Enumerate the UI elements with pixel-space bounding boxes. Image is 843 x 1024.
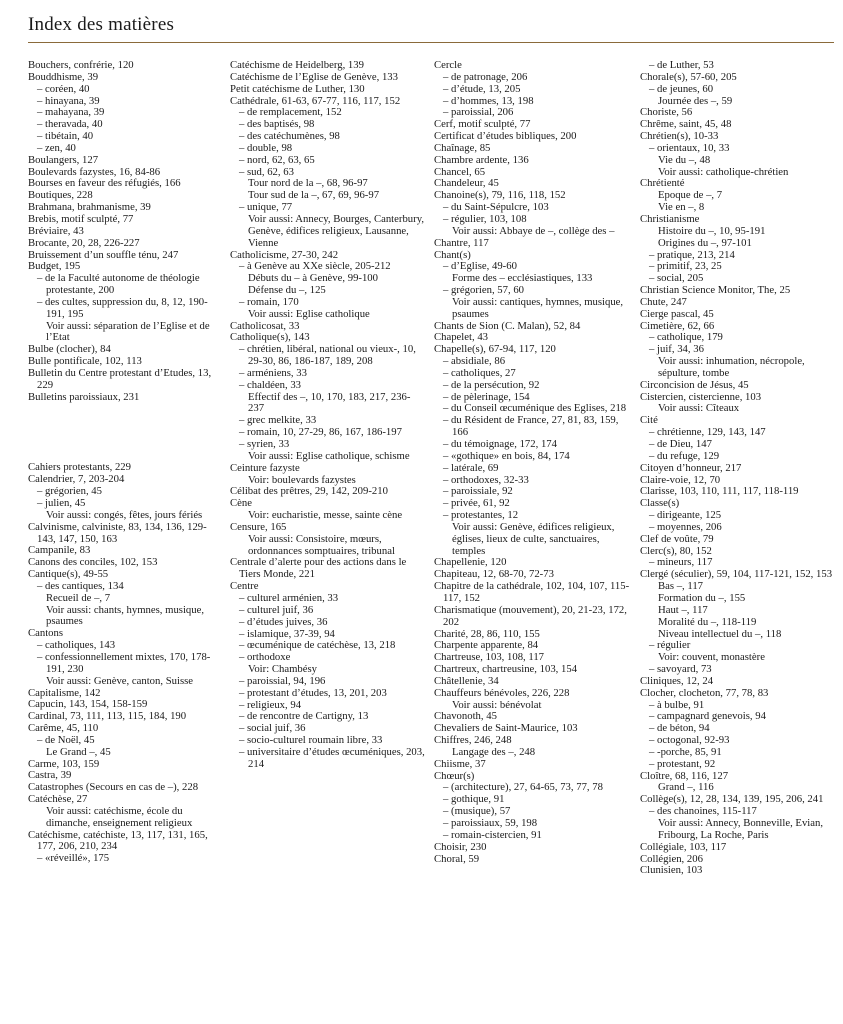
index-entry: – juif, 34, 36 xyxy=(649,343,704,356)
index-entry: Bulle pontificale, 102, 113 xyxy=(28,355,142,368)
index-entry: – grégorien, 45 xyxy=(37,485,102,498)
index-entry: Christianisme xyxy=(640,212,700,225)
index-entry: – mineurs, 117 xyxy=(649,556,713,569)
index-entry: Bas –, 117 xyxy=(658,580,704,593)
index-entry: Chanoine(s), 79, 116, 118, 152 xyxy=(434,189,566,202)
index-entry: – nord, 62, 63, 65 xyxy=(239,153,315,166)
index-entry: Catéchisme, catéchiste, 13, 117, 131, 165, 177, 206, 210, 234 xyxy=(28,828,208,853)
index-entry: – des cantiques, 134 xyxy=(37,579,124,592)
index-entry: Cloître, 68, 116, 127 xyxy=(640,769,729,782)
index-entry: – de Luther, 53 xyxy=(649,59,714,71)
index-entry: – hinayana, 39 xyxy=(37,94,100,107)
index-entry: Voir aussi: séparation de l’Eglise et de l’Etat xyxy=(46,319,210,344)
index-entry: – des catéchumènes, 98 xyxy=(239,130,340,143)
index-entry: Cercle xyxy=(434,59,462,71)
index-entry: Cliniques, 12, 24 xyxy=(640,674,714,687)
index-entry: Campanile, 83 xyxy=(28,544,91,557)
index-entry: Voir aussi: Eglise catholique, schisme xyxy=(248,449,410,462)
index-entry: Journée des –, 59 xyxy=(658,94,733,107)
index-entry: Voir aussi: catholique-chrétien xyxy=(658,165,789,178)
index-entry: – catholiques, 143 xyxy=(37,639,116,652)
index-entry: – romain, 170 xyxy=(239,295,299,308)
index-entry: – culturel juif, 36 xyxy=(239,603,314,616)
index-entry: Chant(s) xyxy=(434,248,471,261)
index-entry: Bulbe (clocher), 84 xyxy=(28,343,111,356)
section-gap xyxy=(28,403,224,462)
index-entry: Voir: eucharistie, messe, sainte cène xyxy=(248,509,403,522)
index-entry: Centre xyxy=(230,580,259,593)
index-entry: Chants de Sion (C. Malan), 52, 84 xyxy=(434,319,581,332)
index-entry: – de Dieu, 147 xyxy=(649,438,712,450)
index-entry: Catéchèse, 27 xyxy=(28,793,88,806)
index-entry: Vie du –, 48 xyxy=(658,153,711,166)
index-entry: – unique, 77 xyxy=(239,201,293,214)
page-title: Index des matières xyxy=(28,14,175,35)
index-entry: Chancel, 65 xyxy=(434,165,486,178)
index-entry: Collégiale, 103, 117 xyxy=(640,840,727,853)
index-entry: Voir aussi: bénévolat xyxy=(452,698,542,711)
index-entry: Castra, 39 xyxy=(28,769,72,782)
index-entry: – protestant d’études, 13, 201, 203 xyxy=(239,686,387,699)
index-entry: Clergé (séculier), 59, 104, 117-121, 152, 153 xyxy=(640,568,833,581)
index-column-2 xyxy=(230,60,426,771)
index-entry: – mahayana, 39 xyxy=(37,106,105,119)
index-entry: Budget, 195 xyxy=(28,260,81,273)
index-entry: Voir aussi: catéchisme, école du dimanche, enseignement religieux xyxy=(46,804,193,829)
index-entry: – œcuménique de catéchèse, 13, 218 xyxy=(239,639,396,652)
index-entry: Chauffeurs bénévoles, 226, 228 xyxy=(434,686,570,699)
index-entry: Voir aussi: congés, fêtes, jours fériés xyxy=(46,508,203,521)
index-entry: Voir: boulevards fazystes xyxy=(248,473,356,486)
index-entry: Epoque de –, 7 xyxy=(658,189,723,202)
index-entry: Carme, 103, 159 xyxy=(28,757,100,770)
index-entry: Chiisme, 37 xyxy=(434,757,486,770)
index-entry: – à Genève au XXe siècle, 205-212 xyxy=(239,260,391,273)
index-entry: – romain, 10, 27-29, 86, 167, 186-197 xyxy=(239,426,402,439)
index-entry: Capitalisme, 142 xyxy=(28,686,101,699)
index-entry: Voir aussi: Genève, édifices religieux, églises, lieux de culte, sanctuaires, temples xyxy=(452,520,615,557)
index-entry: – -porche, 85, 91 xyxy=(649,745,722,758)
index-entry: Choisir, 230 xyxy=(434,840,487,853)
index-entry: Collège(s), 12, 28, 134, 139, 195, 206, 241 xyxy=(640,793,824,806)
index-entry: – «gothique» en bois, 84, 174 xyxy=(443,449,570,462)
index-entry: Effectif des –, 10, 170, 183, 217, 236-237 xyxy=(248,390,411,415)
index-entry: Brahmana, brahmanisme, 39 xyxy=(28,201,151,214)
index-entry: Moralité du –, 118-119 xyxy=(658,615,757,628)
index-entry: – confessionnellement mixtes, 170, 178-191, 230 xyxy=(37,650,211,675)
index-entry: – de patronage, 206 xyxy=(443,70,528,83)
index-entry: Collégien, 206 xyxy=(640,852,703,865)
index-entry: Voir aussi: Genève, canton, Suisse xyxy=(46,674,194,687)
index-entry: – moyennes, 206 xyxy=(649,520,722,533)
index-entry: – paroissiale, 92 xyxy=(443,485,513,498)
index-entry: Voir: couvent, monastère xyxy=(658,651,765,664)
index-entry: Catastrophes (Secours en cas de –), 228 xyxy=(28,781,199,794)
index-entry: – syrien, 33 xyxy=(239,438,290,450)
index-entry: Cistercien, cistercienne, 103 xyxy=(640,390,762,403)
index-entry: – orthodoxe xyxy=(239,651,291,664)
index-column-4 xyxy=(640,60,836,877)
index-entry: Boutiques, 228 xyxy=(28,189,93,202)
index-entry: – islamique, 37-39, 94 xyxy=(239,627,335,640)
index-entry: – chrétien, libéral, national ou vieux-, 10, 29-30, 86, 186-187, 189, 208 xyxy=(239,343,416,368)
index-entry: Chapitre de la cathédrale, 102, 104, 107, 115-117, 152 xyxy=(434,580,630,604)
index-entry: Le Grand –, 45 xyxy=(46,745,111,758)
index-entry: Christian Science Monitor, The, 25 xyxy=(640,284,791,297)
index-entry: Voir aussi: inhumation, nécropole, sépulture, tombe xyxy=(658,355,805,379)
index-entry: – catholiques, 27 xyxy=(443,366,516,379)
index-entry: Brebis, motif sculpté, 77 xyxy=(28,212,134,225)
index-entry: – paroissial, 94, 196 xyxy=(239,674,326,687)
index-entry: Chartreux, chartreusine, 103, 154 xyxy=(434,663,578,676)
index-entry: Ceinture fazyste xyxy=(230,461,300,474)
index-entry: – theravada, 40 xyxy=(37,118,103,131)
index-entry: Voir aussi: Annecy, Bourges, Canterbury, Genève, édifices religieux, Lausanne, Vienne xyxy=(248,212,425,249)
index-entry: – grégorien, 57, 60 xyxy=(443,284,525,297)
index-entry: Tour nord de la –, 68, 96-97 xyxy=(248,177,368,190)
index-entry: Bourses en faveur des réfugiés, 166 xyxy=(28,177,181,190)
index-entry: – des chanoines, 115-117 xyxy=(649,805,757,818)
index-entry: – de pèlerinage, 154 xyxy=(443,390,530,403)
index-entry: Cathédrale, 61-63, 67-77, 116, 117, 152 xyxy=(230,94,401,107)
index-entry: Chiffres, 246, 248 xyxy=(434,734,512,747)
index-entry: Cimetière, 62, 66 xyxy=(640,319,715,332)
index-entry: – du refuge, 129 xyxy=(649,449,720,462)
index-entry: Cerf, motif sculpté, 77 xyxy=(434,118,531,131)
index-entry: Carême, 45, 110 xyxy=(28,722,99,735)
index-entry: – religieux, 94 xyxy=(239,698,302,711)
index-entry: – savoyard, 73 xyxy=(649,663,712,676)
index-entry: – protestantes, 12 xyxy=(443,509,519,522)
index-entry: – paroissial, 206 xyxy=(443,106,514,119)
index-entry: – gothique, 91 xyxy=(443,793,505,806)
index-entry: Voir aussi: cantiques, hymnes, musique, psaumes xyxy=(452,295,624,320)
index-entry: – absidiale, 86 xyxy=(443,355,506,368)
index-entry: Voir aussi: Cîteaux xyxy=(658,402,740,415)
index-entry: Chapellenie, 120 xyxy=(434,556,507,569)
index-entry: Clerc(s), 80, 152 xyxy=(640,544,712,557)
index-entry: Voir aussi: chants, hymnes, musique, psaumes xyxy=(46,603,205,628)
index-entry: – des cultes, suppression du, 8, 12, 190-191, 195 xyxy=(37,295,208,320)
index-entry: – chrétienne, 129, 143, 147 xyxy=(649,426,766,439)
index-entry: – catholique, 179 xyxy=(649,331,723,344)
index-entry: Catholicosat, 33 xyxy=(230,319,300,332)
index-entry: – du Résident de France, 27, 81, 83, 159, 166 xyxy=(443,414,619,439)
index-entry: Brocante, 20, 28, 226-227 xyxy=(28,236,140,249)
index-entry: Célibat des prêtres, 29, 142, 209-210 xyxy=(230,485,388,498)
index-entry: Cité xyxy=(640,414,658,427)
index-entry: – de la Faculté autonome de théologie protestante, 200 xyxy=(37,272,200,297)
index-entry: – romain-cistercien, 91 xyxy=(443,828,542,841)
index-entry: – dirigeante, 125 xyxy=(649,509,722,522)
index-entry: – du Conseil œcuménique des Eglises, 218 xyxy=(443,402,627,415)
index-entry: Chrême, saint, 45, 48 xyxy=(640,118,732,131)
index-entry: Défense du –, 125 xyxy=(248,284,326,297)
index-entry: Cantique(s), 49-55 xyxy=(28,568,109,581)
index-entry: Petit catéchisme de Luther, 130 xyxy=(230,82,365,95)
index-entry: Certificat d’études bibliques, 200 xyxy=(434,130,577,143)
index-entry: Boulangers, 127 xyxy=(28,153,99,166)
index-entry: Choriste, 56 xyxy=(640,106,693,119)
index-entry: Clunisien, 103 xyxy=(640,864,703,877)
index-entry: Choral, 59 xyxy=(434,852,480,865)
index-entry: Histoire du –, 10, 95-191 xyxy=(658,224,766,237)
index-entry: Boulevards fazystes, 16, 84-86 xyxy=(28,165,161,178)
index-entry: Bruissement d’un souffle ténu, 247 xyxy=(28,248,179,261)
index-entry: Châtellenie, 34 xyxy=(434,674,499,687)
index-entry: Cardinal, 73, 111, 113, 115, 184, 190 xyxy=(28,710,187,723)
index-entry: Chute, 247 xyxy=(640,295,687,308)
index-entry: Circoncision de Jésus, 45 xyxy=(640,378,749,391)
index-entry: Chapelet, 43 xyxy=(434,331,489,344)
index-entry: – orientaux, 10, 33 xyxy=(649,141,730,154)
index-entry: – social juif, 36 xyxy=(239,722,306,735)
index-entry: Forme des – ecclésiastiques, 133 xyxy=(452,272,593,285)
index-column-3 xyxy=(434,60,630,865)
index-entry: Chrétien(s), 10-33 xyxy=(640,130,719,143)
index-entry: Recueil de –, 7 xyxy=(46,591,111,604)
index-entry: – sud, 62, 63 xyxy=(239,165,294,178)
index-entry: – de béton, 94 xyxy=(649,722,710,735)
index-entry: – culturel arménien, 33 xyxy=(239,591,339,604)
index-entry: Grand –, 116 xyxy=(658,781,714,794)
index-entry: – grec melkite, 33 xyxy=(239,414,317,427)
index-entry: – zen, 40 xyxy=(37,141,76,154)
index-entry: Niveau intellectuel du –, 118 xyxy=(658,627,782,640)
index-entry: – social, 205 xyxy=(649,272,704,285)
index-entry: Classe(s) xyxy=(640,497,680,510)
index-entry: Haut –, 117 xyxy=(658,603,708,616)
index-entry: Bouddhisme, 39 xyxy=(28,70,99,83)
index-entry: Clef de voûte, 79 xyxy=(640,532,714,545)
index-entry: Citoyen d’honneur, 217 xyxy=(640,461,742,474)
index-entry: Voir aussi: Eglise catholique xyxy=(248,307,370,320)
index-entry: Débuts du – à Genève, 99-100 xyxy=(248,272,378,285)
index-entry: – socio-culturel roumain libre, 33 xyxy=(239,734,383,747)
index-entry: – régulier, 103, 108 xyxy=(443,212,527,225)
index-entry: – régulier xyxy=(649,639,691,652)
index-entry: – d’hommes, 13, 198 xyxy=(443,94,534,107)
index-entry: Chartreuse, 103, 108, 117 xyxy=(434,651,545,664)
index-entry: – privée, 61, 92 xyxy=(443,497,510,510)
index-entry: – de remplacement, 152 xyxy=(239,106,342,119)
index-entry: Cène xyxy=(230,497,252,510)
index-entry: – universitaire d’études œcuméniques, 203, 214 xyxy=(239,745,425,770)
index-entry: Voir aussi: Abbaye de –, collège des – xyxy=(452,224,615,237)
index-entry: Chevaliers de Saint-Maurice, 103 xyxy=(434,722,578,735)
index-entry: – «réveillé», 175 xyxy=(37,852,110,865)
index-entry: Chœur(s) xyxy=(434,769,475,782)
index-column-1 xyxy=(28,60,224,865)
index-entry: Chantre, 117 xyxy=(434,236,489,249)
index-entry: Clocher, clocheton, 77, 78, 83 xyxy=(640,686,769,699)
index-entry: Charismatique (mouvement), 20, 21-23, 172, 202 xyxy=(434,603,627,628)
index-entry: – du témoignage, 172, 174 xyxy=(443,438,557,450)
index-entry: – d’Eglise, 49-60 xyxy=(443,260,517,273)
index-entry: Censure, 165 xyxy=(230,520,287,533)
index-entry: Langage des –, 248 xyxy=(452,745,536,758)
index-entry: Chorale(s), 57-60, 205 xyxy=(640,70,737,83)
index-entry: Vie en –, 8 xyxy=(658,201,705,214)
index-entry: – de Noël, 45 xyxy=(37,733,95,746)
index-entry: Cantons xyxy=(28,627,64,640)
index-entry: Clarisse, 103, 110, 111, 117, 118-119 xyxy=(640,485,799,498)
index-entry: Capucin, 143, 154, 158-159 xyxy=(28,698,148,711)
index-entry: – chaldéen, 33 xyxy=(239,378,302,391)
index-entry: – coréen, 40 xyxy=(37,82,90,95)
index-entry: Cahiers protestants, 229 xyxy=(28,461,131,474)
index-entry: – (musique), 57 xyxy=(443,805,511,818)
index-entry: Formation du –, 155 xyxy=(658,591,746,604)
index-entry: – paroissiaux, 59, 198 xyxy=(443,817,538,829)
index-entry: Charpente apparente, 84 xyxy=(434,639,539,652)
index-entry: – de rencontre de Cartigny, 13 xyxy=(239,710,369,723)
index-entry: – de la persécution, 92 xyxy=(443,378,540,391)
index-entry: – octogonal, 92-93 xyxy=(649,734,730,747)
page-header xyxy=(28,12,834,43)
index-entry: Chapiteau, 12, 68-70, 72-73 xyxy=(434,568,554,581)
index-entry: – orthodoxes, 32-33 xyxy=(443,473,529,486)
index-entry: Origines du –, 97-101 xyxy=(658,236,752,249)
index-entry: – arméniens, 33 xyxy=(239,366,307,379)
index-entry: Chavonoth, 45 xyxy=(434,710,497,723)
index-entry: – à bulbe, 91 xyxy=(649,698,705,711)
index-entry: Chrétienté xyxy=(640,177,685,190)
index-entry: Cierge pascal, 45 xyxy=(640,307,714,320)
index-entry: Calvinisme, calviniste, 83, 134, 136, 129-143, 147, 150, 163 xyxy=(28,520,207,545)
index-entry: Charité, 28, 86, 110, 155 xyxy=(434,627,540,640)
index-entry: – primitif, 23, 25 xyxy=(649,260,722,273)
index-entry: – tibétain, 40 xyxy=(37,130,94,143)
index-entry: Catéchisme de Heidelberg, 139 xyxy=(230,59,364,71)
index-entry: – des baptisés, 98 xyxy=(239,118,315,131)
index-entry: – d’étude, 13, 205 xyxy=(443,82,521,95)
index-entry: Chaînage, 85 xyxy=(434,141,491,154)
index-entry: – double, 98 xyxy=(239,141,293,154)
index-entry: Claire-voie, 12, 70 xyxy=(640,473,721,486)
index-entry: Bréviaire, 43 xyxy=(28,224,84,237)
index-entry: Calendrier, 7, 203-204 xyxy=(28,473,125,486)
index-entry: Bouchers, confrérie, 120 xyxy=(28,59,134,71)
index-entry: Chapelle(s), 67-94, 117, 120 xyxy=(434,343,556,356)
index-entry: – d’études juives, 36 xyxy=(239,615,328,628)
index-entry: Bulletin du Centre protestant d’Etudes, 13, 229 xyxy=(28,366,212,391)
index-entry: Catéchisme de l’Eglise de Genève, 133 xyxy=(230,70,398,83)
index-entry: – julien, 45 xyxy=(37,497,86,509)
index-entry: Chambre ardente, 136 xyxy=(434,153,529,166)
index-entry: – campagnard genevois, 94 xyxy=(649,710,766,723)
index-entry: – protestant, 92 xyxy=(649,757,716,770)
index-entry: Bulletins paroissiaux, 231 xyxy=(28,390,140,403)
index-entry: – latérale, 69 xyxy=(443,461,499,474)
index-entry: Catholique(s), 143 xyxy=(230,331,310,344)
index-entry: – (architecture), 27, 64-65, 73, 77, 78 xyxy=(443,781,603,794)
index-entry: Catholicisme, 27-30, 242 xyxy=(230,248,339,261)
index-entry: – pratique, 213, 214 xyxy=(649,248,735,261)
index-entry: Voir aussi: Annecy, Bonneville, Evian, Fribourg, La Roche, Paris xyxy=(658,817,824,841)
index-entry: Voir aussi: Consistoire, mœurs, ordonnances somptuaires, tribunal xyxy=(248,532,395,557)
index-entry: Voir: Chambésy xyxy=(248,663,317,676)
index-entry: – de jeunes, 60 xyxy=(649,82,714,95)
index-entry: Centrale d’alerte pour des actions dans le Tiers Monde, 221 xyxy=(230,556,407,581)
index-entry: Canons des conciles, 102, 153 xyxy=(28,556,158,569)
index-entry: Tour sud de la –, 67, 69, 96-97 xyxy=(248,189,380,202)
index-entry: – du Saint-Sépulcre, 103 xyxy=(443,201,549,214)
index-entry: Chandeleur, 45 xyxy=(434,177,499,190)
